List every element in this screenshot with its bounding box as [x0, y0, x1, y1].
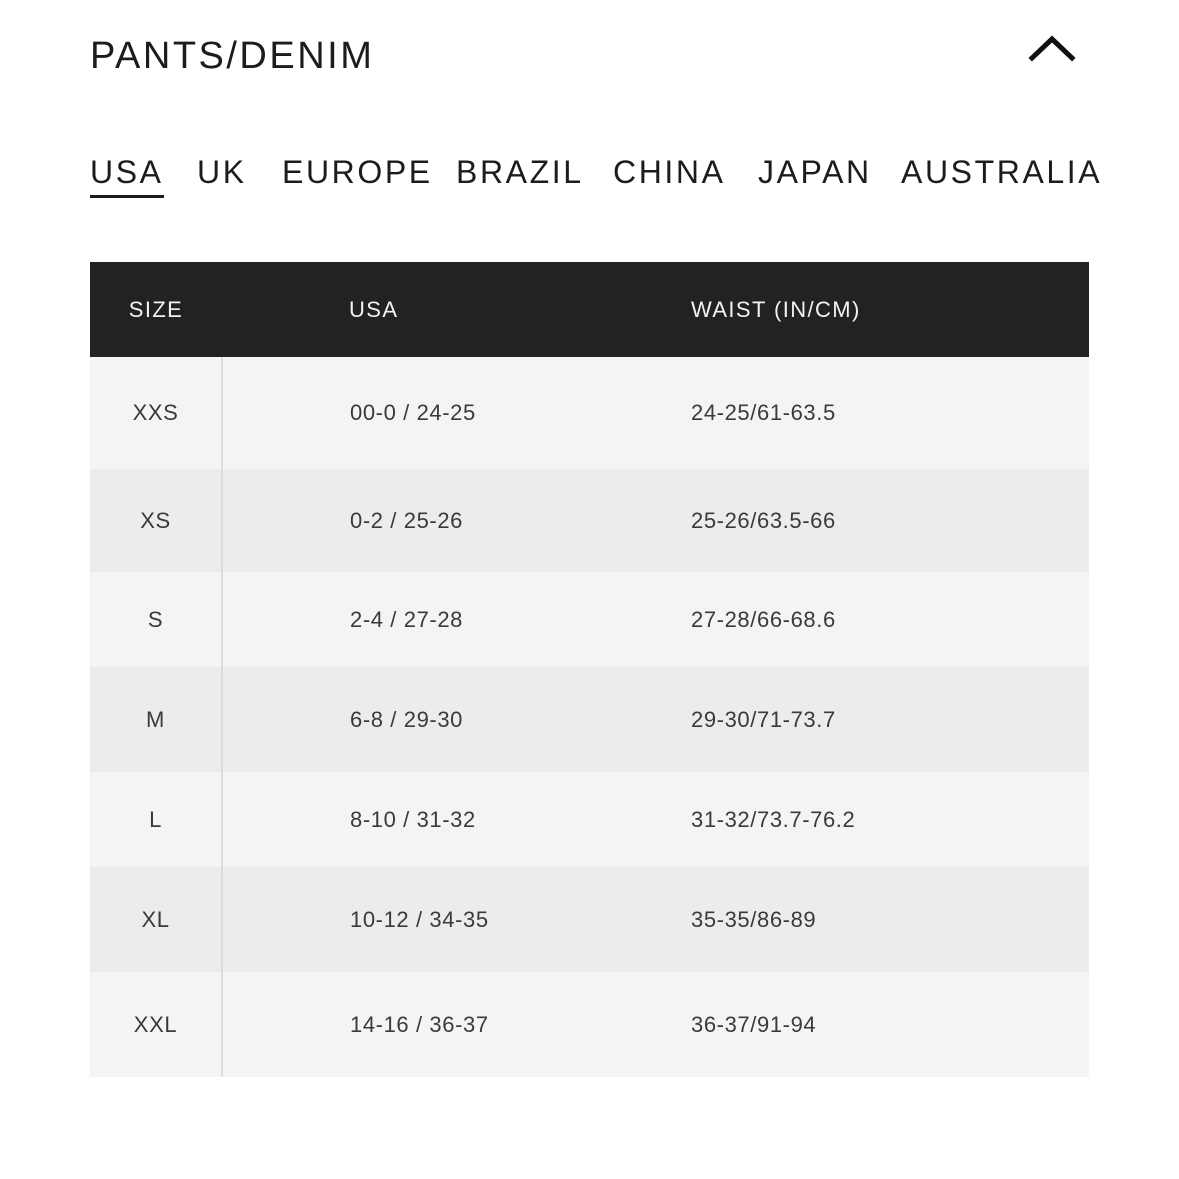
usa-cell: 14-16 / 36-37 [350, 1011, 489, 1037]
usa-cell: 8-10 / 31-32 [350, 806, 476, 832]
table-row [90, 469, 1089, 572]
usa-cell: 6-8 / 29-30 [350, 706, 464, 732]
waist-cell: 25-26/63.5-66 [691, 507, 836, 533]
tab-brazil[interactable]: BRAZIL [456, 154, 584, 190]
table-row [90, 667, 1089, 772]
waist-cell: 36-37/91-94 [691, 1011, 817, 1037]
size-cell: S [90, 572, 222, 667]
tab-europe[interactable]: EUROPE [282, 154, 433, 190]
region-tabs [90, 150, 1103, 200]
waist-cell: 27-28/66-68.6 [691, 606, 836, 632]
size-cell: XXL [90, 972, 222, 1077]
tab-japan[interactable]: JAPAN [758, 154, 872, 190]
size-cell: XXS [90, 357, 222, 469]
column-header-waist: WAIST (IN/CM) [691, 296, 861, 322]
table-row [90, 772, 1089, 867]
usa-cell: 10-12 / 34-35 [350, 906, 489, 932]
section-title: PANTS/DENIM [90, 35, 375, 77]
waist-cell: 35-35/86-89 [691, 906, 817, 932]
tab-usa[interactable]: USA [90, 150, 164, 194]
waist-cell: 31-32/73.7-76.2 [691, 806, 856, 832]
size-chart-table [90, 262, 1090, 1077]
waist-cell: 24-25/61-63.5 [691, 400, 836, 425]
usa-cell: 0-2 / 25-26 [350, 507, 464, 533]
column-header-size: SIZE [128, 296, 184, 322]
waist-cell: 29-30/71-73.7 [691, 706, 836, 732]
chevron-up-icon [1026, 30, 1078, 70]
collapse-toggle-button[interactable] [1026, 30, 1078, 70]
table-row [90, 572, 1089, 667]
size-cell: M [90, 667, 222, 772]
tab-china[interactable]: CHINA [613, 154, 726, 190]
size-cell: XL [90, 867, 222, 972]
size-cell: L [90, 772, 222, 867]
column-header-usa: USA [349, 296, 399, 322]
tab-australia[interactable]: AUSTRALIA [901, 154, 1103, 190]
usa-cell: 00-0 / 24-25 [350, 400, 476, 425]
usa-cell: 2-4 / 27-28 [350, 606, 464, 632]
table-row [90, 972, 1089, 1077]
table-header-row [90, 262, 1089, 357]
size-cell: XS [90, 469, 222, 572]
table-row [90, 357, 1089, 469]
section-header [90, 30, 1088, 82]
table-row [90, 867, 1089, 972]
tab-uk[interactable]: UK [197, 154, 247, 190]
